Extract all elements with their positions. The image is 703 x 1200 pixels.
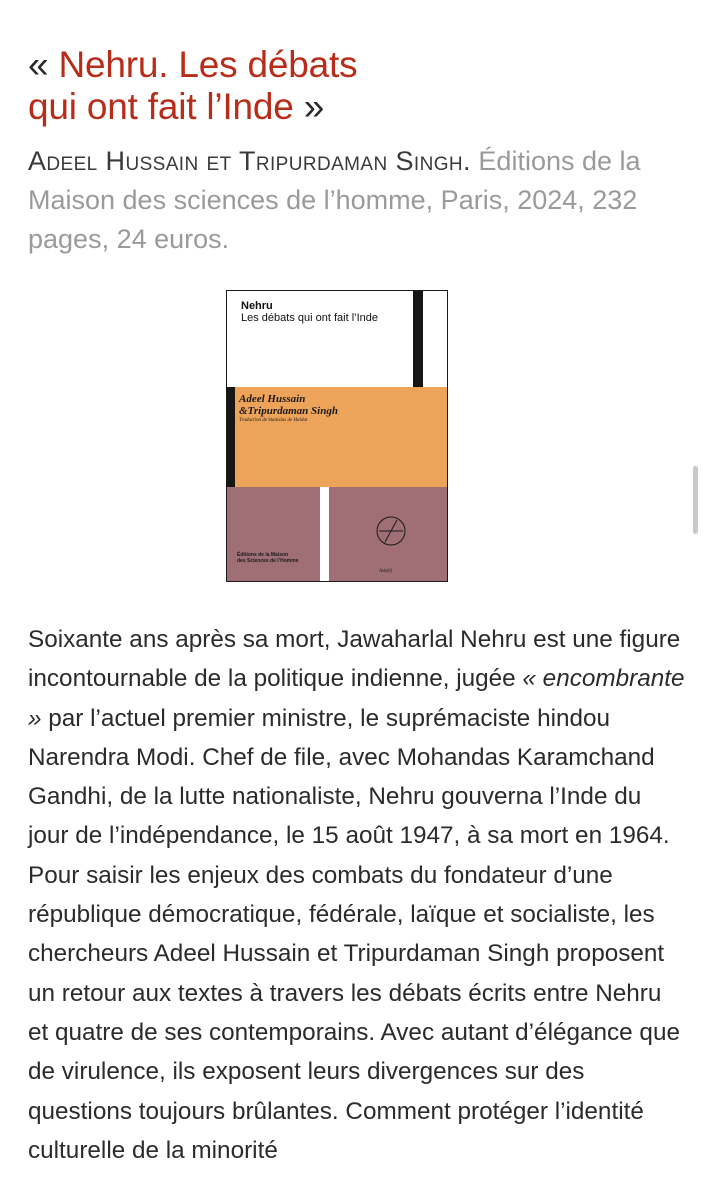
article-body xyxy=(28,620,688,1170)
cover-publisher-line-2: des Sciences de l’Homme xyxy=(237,558,299,564)
cover-mauve-panel-left xyxy=(227,487,320,582)
cover-publisher-line-1: Éditions de la Maison xyxy=(237,552,289,558)
vertical-scrollbar[interactable] xyxy=(693,466,698,534)
cover-title: Nehru xyxy=(241,300,273,312)
body-text-start: Soixante ans après sa mort, Jawaharlal Nehru est une figure incontournable de la politique indienne, jugée xyxy=(28,626,681,693)
book-authors: Adeel Hussain et Tripurdaman Singh. xyxy=(28,146,471,176)
title-close-quote: » xyxy=(293,86,325,127)
cover-white-corner xyxy=(423,291,447,387)
cover-black-edge xyxy=(227,387,235,487)
title-open-quote: « xyxy=(28,44,59,85)
book-cover xyxy=(226,290,448,582)
body-text-rest: par l’actuel premier ministre, le suprémaciste hindou Narendra Modi. Chef de file, avec Mohandas Karamchand Gandhi, de la lutte nationaliste, Nehru gouverna l’Inde du jour de l’indépendance, le 15 août 1947, à sa mort en 1964. Pour saisir les enjeux des combats du fondateur d’une république démocratique, fédérale, laïque et socialiste, les chercheurs Adeel Hussain et Tripurdaman Singh proposent un retour aux textes à travers les débats écrits entre Nehru et quatre de ses contemporains. Avec autant d’élégance que de virulence, ils exposent leurs divergences sur des questions toujours brûlantes. Comment protéger l’identité culturelle de la minorité xyxy=(28,704,680,1164)
cover-divider xyxy=(320,487,329,582)
cover-author-2: &Tripurdaman Singh xyxy=(239,405,338,417)
title-line-1: Nehru. Les débats xyxy=(58,44,358,85)
cover-subtitle: Les débats qui ont fait l’Inde xyxy=(241,312,378,324)
cover-authors xyxy=(239,393,338,417)
book-publication-details: Éditions de la Maison des sciences de l’homme, Paris, 2024, 232 pages, 24 euros. xyxy=(28,146,641,254)
cover-translation-credit: Traduction de Stanislas de Haldat xyxy=(239,418,308,423)
book-byline xyxy=(28,142,688,259)
article-title xyxy=(28,44,688,128)
title-line-2: qui ont fait l’Inde xyxy=(28,86,294,127)
article-header xyxy=(28,0,688,259)
cover-publisher xyxy=(237,552,317,564)
cover-series-name: Ash(ê) xyxy=(379,569,393,574)
body-quote: « encombrante » xyxy=(28,665,685,732)
circle-cross-icon xyxy=(375,515,407,547)
cover-author-1: Adeel Hussain xyxy=(239,393,306,405)
